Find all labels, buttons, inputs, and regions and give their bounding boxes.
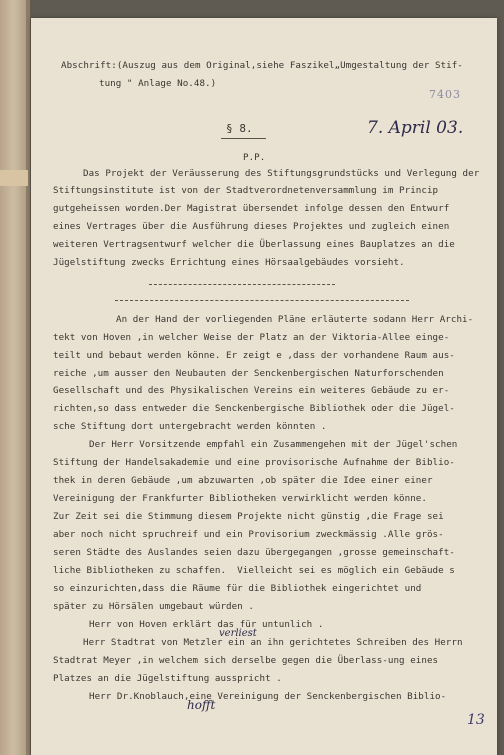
paragraph4-line-2: Herr Stadtrat von Metzler ein an ihn gerichtetes Schreiben des Herrn: [83, 637, 463, 648]
paragraph3-line-8: liche Bibliotheken zu schaffen. Vielleicht sei es möglich ein Gebäude s: [53, 565, 455, 576]
paragraph3-line-5: Zur Zeit sei die Stimmung diesem Projekte nicht günstig ,die Frage sei: [53, 511, 444, 522]
paragraph1-line-6: Jügelstiftung zwecks Errichtung eines Hörsaalgebäudes vorsieht.: [53, 257, 405, 268]
paragraph4-line-1: Herr von Hoven erklärt das für untunlich .: [89, 619, 324, 630]
paragraph2-line-3: teilt und bebaut werden könne. Er zeigt e ,dass der vorhandene Raum aus-: [53, 350, 455, 361]
paragraph3-line-9: so einzurichten,dass die Räume für die Bibliothek eingerichtet und: [53, 583, 422, 594]
paragraph1-line-4: eines Vertrages über die Ausführung dieses Projektes und zugleich einen: [53, 221, 450, 232]
binder-edge: [26, 0, 30, 755]
binder-tape: [0, 170, 28, 186]
section-mark: § 8.: [226, 122, 253, 135]
document-page: [31, 18, 497, 755]
paragraph3-line-3: thek in deren Gebäude ,um abzuwarten ,ob später die Idee einer einer: [53, 475, 433, 486]
paragraph1-line-5: weiteren Vertragsentwurf welcher die Überlassung eines Bauplatzes an die: [53, 239, 455, 250]
paragraph1-line-1: Das Projekt der Veräusserung des Stiftungsgrundstücks und Verlegung der: [83, 168, 480, 179]
separator-rule-1: [149, 284, 335, 285]
header-line-1: Abschrift:(Auszug aus dem Original,siehe Faszikel„Umgestaltung der Stif-: [61, 60, 463, 71]
paragraph3-line-7: seren Städte des Auslandes seien dazu übergegangen ,grosse gemeinschaft-: [53, 547, 455, 558]
separator-rule-2: [115, 300, 409, 301]
paragraph3-line-1: Der Herr Vorsitzende empfahl ein Zusammengehen mit der Jügel'schen: [89, 439, 458, 450]
salutation: P.P.: [243, 152, 266, 163]
archive-stamp-number: 7403: [429, 88, 461, 101]
paragraph2-line-7: sche Stiftung dort untergebracht werden könnten .: [53, 421, 327, 432]
paragraph2-line-6: richten,so dass entweder die Senckenbergische Bibliothek oder die Jügel-: [53, 403, 455, 414]
handwritten-insert-hofft: hofft: [187, 698, 216, 712]
paragraph2-line-4: reiche ,um ausser den Neubauten der Senckenbergischen Naturforschenden: [53, 368, 444, 379]
paragraph3-line-2: Stiftung der Handelsakademie und eine provisorische Aufnahme der Biblio-: [53, 457, 455, 468]
handwritten-insert-verliest: verliest: [219, 628, 257, 639]
section-underline: [221, 138, 266, 139]
paragraph2-line-2: tekt von Hoven ,in welcher Weise der Platz an der Viktoria-Allee einge-: [53, 332, 450, 343]
paragraph4-line-3: Stadtrat Meyer ,in welchem sich derselbe gegen die Überlass-ung eines: [53, 655, 439, 666]
paragraph1-line-2: Stiftungsinstitute ist von der Stadtverordnetenversammlung im Princip: [53, 185, 439, 196]
paragraph4-line-4: Platzes an die Jügelstiftung ausspricht .: [53, 673, 282, 684]
paragraph2-line-5: Gesellschaft und des Physikalischen Vereins ein weiteres Gebäude zu er-: [53, 385, 450, 396]
paragraph1-line-3: gutgeheissen worden.Der Magistrat übersendet infolge dessen den Entwurf: [53, 203, 450, 214]
paragraph3-line-10: später zu Hörsälen umgebaut würden .: [53, 601, 254, 612]
page-number: 13: [467, 712, 485, 728]
paragraph4-line-5: Herr Dr.Knoblauch,eine Vereinigung der Senckenbergischen Biblio-: [89, 691, 447, 702]
header-line-2: tung " Anlage No.48.): [99, 78, 217, 89]
paragraph2-line-1: An der Hand der vorliegenden Pläne erläuterte sodann Herr Archi-: [116, 314, 474, 325]
paragraph3-line-4: Vereinigung der Frankfurter Bibliotheken verwirklicht werden könne.: [53, 493, 427, 504]
paragraph3-line-6: aber noch nicht spruchreif und ein Provisorium zweckmässig .Alle grös-: [53, 529, 444, 540]
handwritten-date: 7. April 03.: [367, 118, 464, 138]
